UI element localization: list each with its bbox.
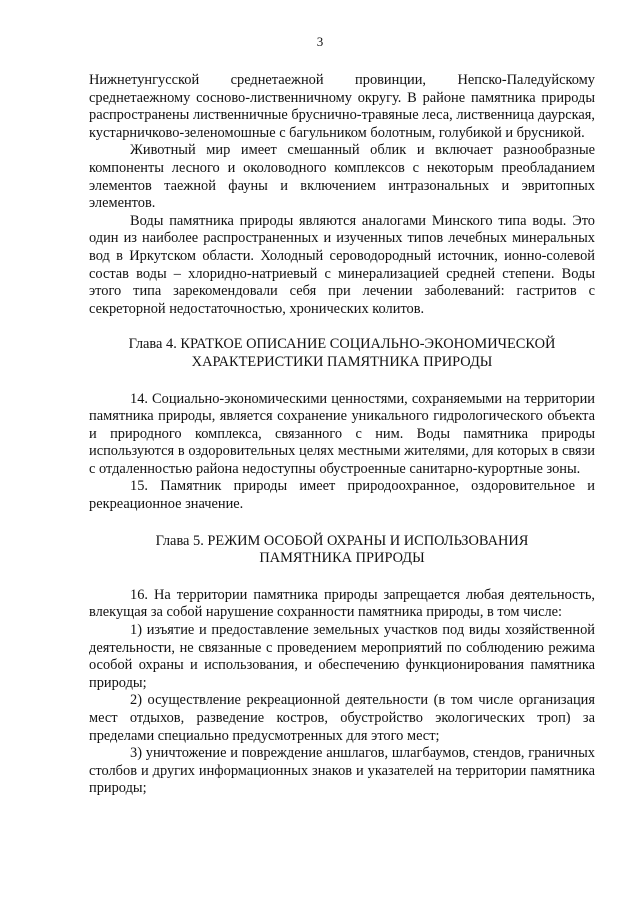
spacer (89, 568, 595, 587)
paragraph-waters: Воды памятника природы являются аналогами Минского типа воды. Это один из наиболее распространенных и изученных типов лечебных минеральных вод в Иркутском области. Холодный сероводородный источник, ионно-солевой состав воды – хлоридно-натриевый с минерализацией средней степени. Воды этого типа зарекомендовали себя при лечении заболеваний: гастритов с секреторной недостаточностью, хронических колитов. (89, 212, 595, 317)
list-item-3: 3) уничтожение и повреждение аншлагов, шлагбаумов, стендов, граничных столбов и других информационных знаков и указателей на территории памятника природы; (89, 745, 595, 797)
spacer (89, 514, 595, 533)
chapter-5-heading-line-1: Глава 5. РЕЖИМ ОСОБОЙ ОХРАНЫ И ИСПОЛЬЗОВАНИЯ (155, 532, 529, 549)
chapter-4-heading-line-2: ХАРАКТЕРИСТИКИ ПАМЯТНИКА ПРИРОДЫ (191, 353, 493, 370)
paragraph-item-14: 14. Социально-экономическими ценностями, сохраняемыми на территории памятника природы, является сохранение уникального гидрологического объекта и природного комплекса, связанного с ним. Воды памятника природы используются в оздоровительных целях местными жителями, для которых в связи с отдаленностью района недоступны обустроенные санитарно-курортные зоны. (89, 390, 595, 477)
paragraph-fauna: Животный мир имеет смешанный облик и включает разнообразные компоненты лесного и околоводного комплексов с некоторым преобладанием элементов таежной фауны и включением интразональных и эвритопных элементов. (89, 142, 595, 212)
spacer (89, 372, 595, 391)
document-body (89, 72, 595, 798)
paragraph-item-16: 16. На территории памятника природы запрещается любая деятельность, влекущая за собой нарушение сохранности памятника природы, в том числе: (89, 586, 595, 621)
page-number: 3 (316, 34, 324, 49)
chapter-5-heading-line-2: ПАМЯТНИКА ПРИРОДЫ (259, 550, 425, 567)
spacer (89, 318, 595, 336)
chapter-5-heading (89, 533, 595, 568)
list-item-1: 1) изъятие и предоставление земельных участков под виды хозяйственной деятельности, не связанные с проведением мероприятий по соблюдению режима особой охраны и использования, и обеспечению функционирования памятника природы; (89, 622, 595, 691)
paragraph-vegetation: Нижнетунгусской среднетаежной провинции, Непско-Паледуйскому среднетаежному сосново-лиственничному округу. В районе памятника природы распространены лиственничные бруснично-травяные леса, лиственница даурская, кустарничково-зеленомошные с багульником болотным, голубикой и брусникой. (89, 72, 595, 141)
chapter-4-heading-line-1: Глава 4. КРАТКОЕ ОПИСАНИЕ СОЦИАЛЬНО-ЭКОНОМИЧЕСКОЙ (128, 336, 556, 353)
chapter-4-heading (89, 336, 595, 371)
paragraph-item-15: 15. Памятник природы имеет природоохранное, оздоровительное и рекреационное значение. (89, 478, 595, 513)
list-item-2: 2) осуществление рекреационной деятельности (в том числе организация мест отдыхов, разведение костров, обустройство экологических троп) за пределами специально предусмотренных для этого мест; (89, 692, 595, 744)
